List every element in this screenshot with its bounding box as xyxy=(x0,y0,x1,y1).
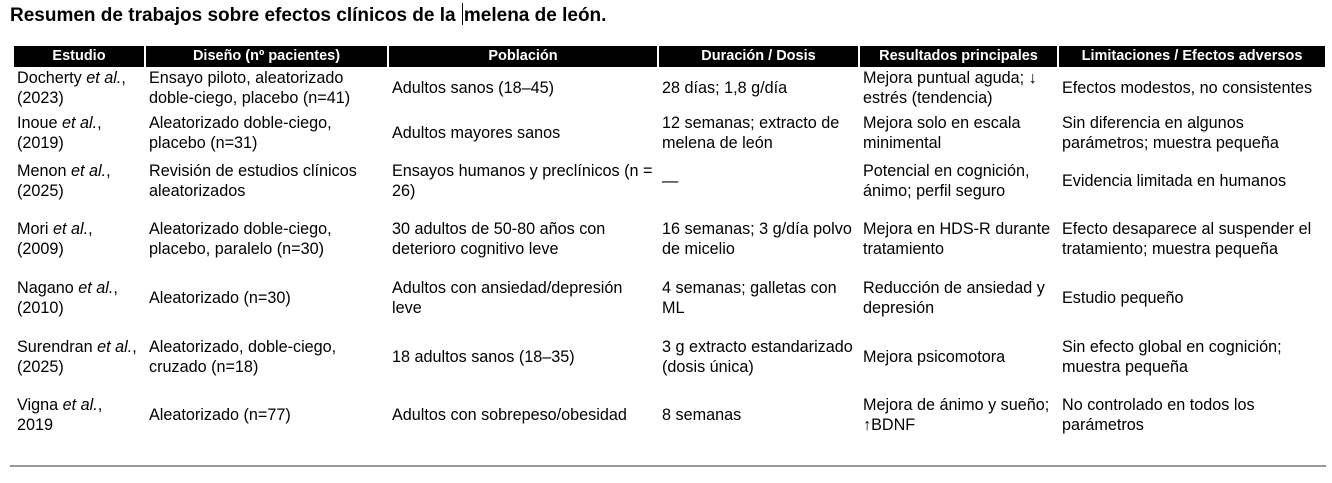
document-title xyxy=(10,3,606,27)
cell-study: Surendran et al., (2025) xyxy=(17,337,137,376)
cell-study: Menon et al., (2025) xyxy=(17,161,111,200)
cell-duration: 8 semanas xyxy=(662,405,742,424)
table-row xyxy=(14,109,1325,157)
cell-study: Vigna et al., 2019 xyxy=(17,395,103,434)
cell-design: Aleatorizado doble-ciego, placebo, paralelo (n=30) xyxy=(149,219,332,258)
cell-design: Aleatorizado, doble-ciego, cruzado (n=18) xyxy=(149,337,337,376)
table-bottom-rule xyxy=(10,465,1326,467)
cell-study: Inoue et al., (2019) xyxy=(17,113,102,152)
cell-limitations: Estudio pequeño xyxy=(1062,288,1184,307)
cell-design: Aleatorizado (n=30) xyxy=(149,288,291,307)
cell-study: Nagano et al., (2010) xyxy=(17,278,118,317)
cell-results: Reducción de ansiedad y depresión xyxy=(863,278,1045,317)
cell-population: Adultos sanos (18–45) xyxy=(392,78,554,97)
cell-results: Mejora psicomotora xyxy=(863,347,1006,366)
table-row xyxy=(14,391,1325,439)
header-cell-population: Población xyxy=(388,46,658,67)
header-cell-results: Resultados principales xyxy=(859,46,1058,67)
text-cursor xyxy=(462,3,463,25)
cell-limitations: Sin diferencia en algunos parámetros; muestra pequeña xyxy=(1062,113,1279,152)
table-row xyxy=(14,323,1325,391)
header-row xyxy=(14,46,1325,67)
cell-population: Ensayos humanos y preclínicos (n = 26) xyxy=(392,161,653,200)
cell-duration: 12 semanas; extracto de melena de león xyxy=(662,113,840,152)
cell-results: Mejora solo en escala minimental xyxy=(863,113,1021,152)
cell-study: Mori et al., (2009) xyxy=(17,219,93,258)
cell-population: Adultos con sobrepeso/obesidad xyxy=(392,405,627,424)
studies-table xyxy=(14,46,1325,439)
cell-limitations: Evidencia limitada en humanos xyxy=(1062,171,1287,190)
table-row xyxy=(14,273,1325,323)
table-row xyxy=(14,157,1325,205)
cell-results: Mejora puntual aguda; ↓ estrés (tendencia) xyxy=(863,68,1037,107)
header-cell-limitations: Limitaciones / Efectos adversos xyxy=(1058,46,1325,67)
cell-limitations: Sin efecto global en cognición; muestra pequeña xyxy=(1062,337,1282,376)
header-cell-duration: Duración / Dosis xyxy=(658,46,859,67)
cell-design: Aleatorizado doble-ciego, placebo (n=31) xyxy=(149,113,332,152)
header-cell-study: Estudio xyxy=(14,46,145,67)
cell-limitations: Efectos modestos, no consistentes xyxy=(1062,78,1313,97)
cell-results: Mejora en HDS-R durante tratamiento xyxy=(863,219,1051,258)
cell-design: Revisión de estudios clínicos aleatorizados xyxy=(149,161,357,200)
cell-duration: 28 días; 1,8 g/día xyxy=(662,78,788,97)
cell-duration: 16 semanas; 3 g/día polvo de micelio xyxy=(662,219,852,258)
title-text: Resumen de trabajos sobre efectos clínicos de la xyxy=(10,5,456,26)
cell-population: 18 adultos sanos (18–35) xyxy=(392,347,575,366)
cell-design: Aleatorizado (n=77) xyxy=(149,405,291,424)
cell-study: Docherty et al., (2023) xyxy=(17,68,126,107)
cell-limitations: No controlado en todos los parámetros xyxy=(1062,395,1255,434)
title-text-end: melena de león. xyxy=(463,5,607,26)
cell-results: Potencial en cognición, ánimo; perfil seguro xyxy=(863,161,1030,200)
cell-population: Adultos mayores sanos xyxy=(392,123,561,142)
cell-results: Mejora de ánimo y sueño; ↑BDNF xyxy=(863,395,1050,434)
table-row xyxy=(14,67,1325,109)
cell-duration: — xyxy=(662,171,679,190)
cell-population: 30 adultos de 50-80 años con deterioro cognitivo leve xyxy=(392,219,606,258)
cell-duration: 4 semanas; galletas con ML xyxy=(662,278,837,317)
table-row xyxy=(14,205,1325,273)
cell-limitations: Efecto desaparece al suspender el tratamiento; muestra pequeña xyxy=(1062,219,1312,258)
cell-design: Ensayo piloto, aleatorizado doble-ciego, placebo (n=41) xyxy=(149,68,351,107)
cell-population: Adultos con ansiedad/depresión leve xyxy=(392,278,623,317)
cell-duration: 3 g extracto estandarizado (dosis única) xyxy=(662,337,853,376)
header-cell-design: Diseño (nº pacientes) xyxy=(145,46,388,67)
